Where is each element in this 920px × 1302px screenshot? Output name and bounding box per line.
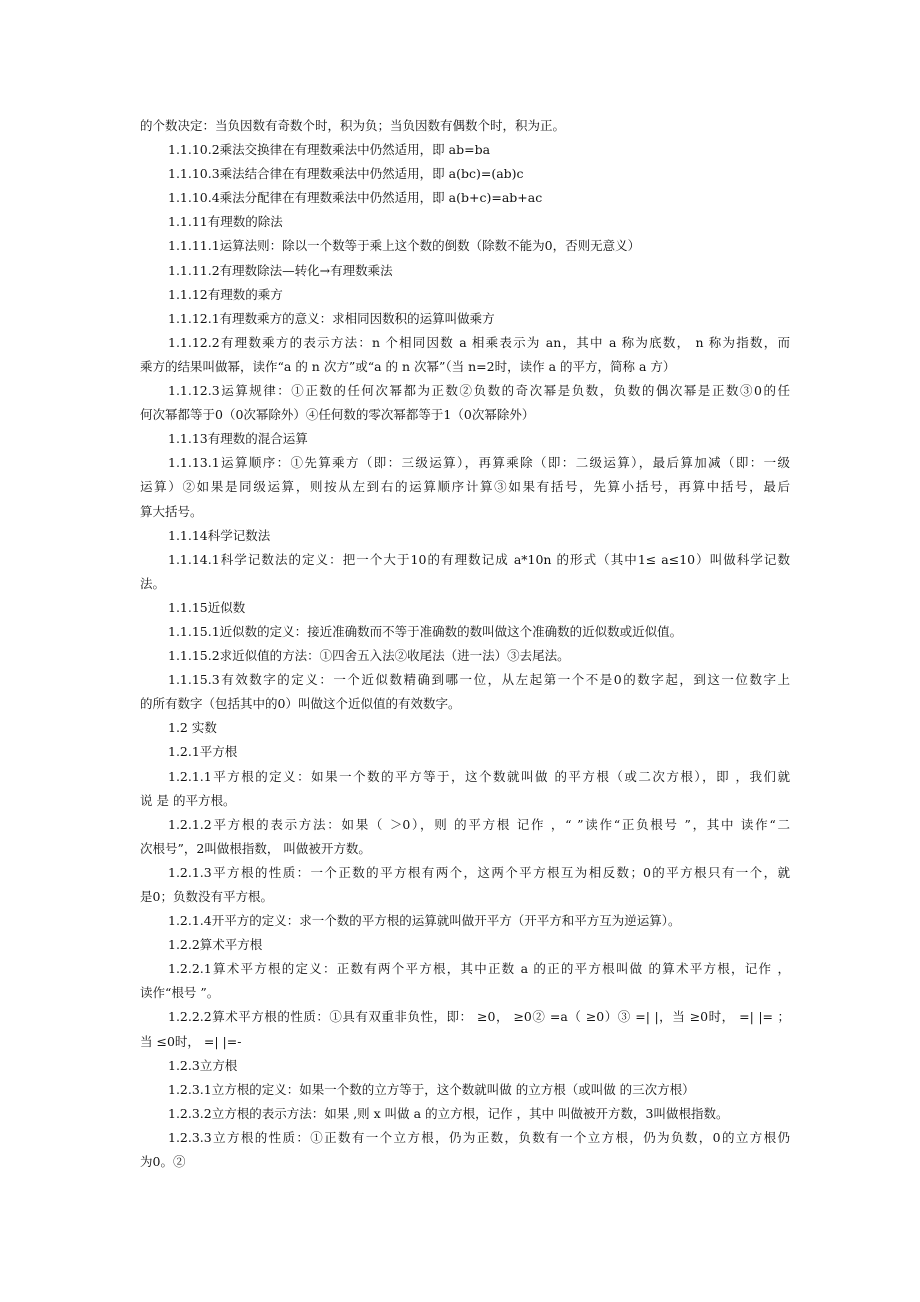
text-line: 法。	[140, 575, 166, 591]
text-line: 1.1.12.1有理数乘方的意义：求相同因数积的运算叫做乘方	[168, 310, 495, 326]
text-line: 1.1.15.1近似数的定义：接近准确数而不等于准确数的数叫做这个准确数的近似数或近似值。	[168, 623, 683, 639]
text-line: 1.2.3.3立方根的性质：①正数有一个立方根，仍为正数，负数有一个立方根，仍为负数，0的立方根仍	[168, 1129, 790, 1145]
text-line: 1.1.11.2有理数除法—转化→有理数乘法	[168, 262, 393, 278]
text-line: 1.2.2算术平方根	[168, 937, 263, 953]
text-line: 说 是 的平方根。	[140, 792, 236, 808]
text-line: 1.2.1.3平方根的性质：一个正数的平方根有两个，这两个平方根互为相反数；0的平方根只有一个，就	[168, 864, 790, 880]
text-line: 1.1.15.2求近似值的方法：①四舍五入法②收尾法（进一法）③去尾法。	[168, 648, 570, 664]
text-line: 1.1.12.2有理数乘方的表示方法：n 个相同因数 a 相乘表示为 an，其中 a 称为底数， n 称为指数，而	[168, 334, 790, 350]
text-line: 1.2.1平方根	[168, 744, 238, 760]
document-body	[140, 114, 790, 1174]
text-line: 读作“根号 ”。	[140, 985, 220, 1001]
text-line: 当 ≤0时， =| |=-	[140, 1033, 242, 1049]
text-line: 1.1.11.1运算法则：除以一个数等于乘上这个数的倒数（除数不能为0，否则无意义）	[168, 238, 641, 254]
text-line: 1.1.13.1运算顺序：①先算乘方（即：三级运算），再算乘除（即：二级运算），最后算加减（即：一级	[168, 455, 790, 471]
text-line: 1.2.2.1算术平方根的定义：正数有两个平方根，其中正数 a 的正的平方根叫做 的算术平方根，记作 ，	[168, 961, 790, 977]
text-line: 乘方的结果叫做幂，读作“a 的 n 次方”或“a 的 n 次幂”（当 n=2时，读作 a 的平方，简称 a 方）	[140, 358, 676, 374]
text-line: 1.1.13有理数的混合运算	[168, 431, 308, 447]
text-line: 1.2.3.1立方根的定义：如果一个数的立方等于，这个数就叫做 的立方根（或叫做 的三次方根）	[168, 1081, 695, 1097]
text-line: 算大括号。	[140, 503, 203, 519]
text-line: 1.1.10.3乘法结合律在有理数乘法中仍然适用，即 a(bc)=(ab)c	[168, 166, 524, 182]
text-line: 1.1.14.1科学记数法的定义：把一个大于10的有理数记成 a*10n 的形式（其中1≤ a≤10）叫做科学记数	[168, 551, 790, 567]
text-line: 1.2.2.2算术平方根的性质：①具有双重非负性，即： ≥0， ≥0② =a（ ≥0）③ =| |，当 ≥0时， =| |= ；	[168, 1009, 790, 1025]
text-line: 1.2.1.2平方根的表示方法：如果（ ＞0），则 的平方根 记作 ，“ ”读作“正负根号 ”，其中 读作“二	[168, 816, 790, 832]
text-line: 运算）②如果是同级运算，则按从左到右的运算顺序计算③如果有括号，先算小括号，再算中括号，最后	[140, 479, 790, 495]
text-line: 何次幂都等于0（0次幂除外）④任何数的零次幂都等于1（0次幂除外）	[140, 407, 535, 423]
text-line: 1.1.11有理数的除法	[168, 214, 283, 230]
text-line: 1.2.1.1平方根的定义：如果一个数的平方等于，这个数就叫做 的平方根（或二次方根），即 ，我们就	[168, 768, 790, 784]
text-line: 为0。②	[140, 1154, 186, 1170]
text-line: 1.2.3.2立方根的表示方法：如果 ,则 x 叫做 a 的立方根，记作 ，其中 叫做被开方数，3叫做根指数。	[168, 1105, 729, 1121]
text-line: 1.1.15.3有效数字的定义：一个近似数精确到哪一位，从左起第一个不是0的数字起，到这一位数字上	[168, 672, 790, 688]
text-line: 是0；负数没有平方根。	[140, 889, 273, 904]
text-line: 1.2 实数	[168, 720, 217, 736]
text-line: 1.2.3立方根	[168, 1057, 238, 1073]
text-line: 1.2.1.4开平方的定义：求一个数的平方根的运算就叫做开平方（开平方和平方互为逆运算）。	[168, 913, 681, 929]
text-line: 1.1.12.3运算规律：①正数的任何次幂都为正数②负数的奇次幂是负数，负数的偶次幂是正数③0的任	[168, 383, 790, 399]
text-line: 1.1.10.2乘法交换律在有理数乘法中仍然适用，即 ab=ba	[168, 142, 491, 158]
text-line: 1.1.10.4乘法分配律在有理数乘法中仍然适用，即 a(b+c)=ab+ac	[168, 190, 543, 206]
text-line: 1.1.14科学记数法	[168, 527, 271, 543]
text-line: 1.1.15近似数	[168, 599, 246, 615]
text-line: 1.1.12有理数的乘方	[168, 286, 283, 302]
text-line: 次根号”，2叫做根指数， 叫做被开方数。	[140, 840, 371, 856]
text-line: 的个数决定：当负因数有奇数个时，积为负；当负因数有偶数个时，积为正。	[140, 118, 566, 133]
text-line: 的所有数字（包括其中的0）叫做这个近似值的有效数字。	[140, 696, 461, 712]
